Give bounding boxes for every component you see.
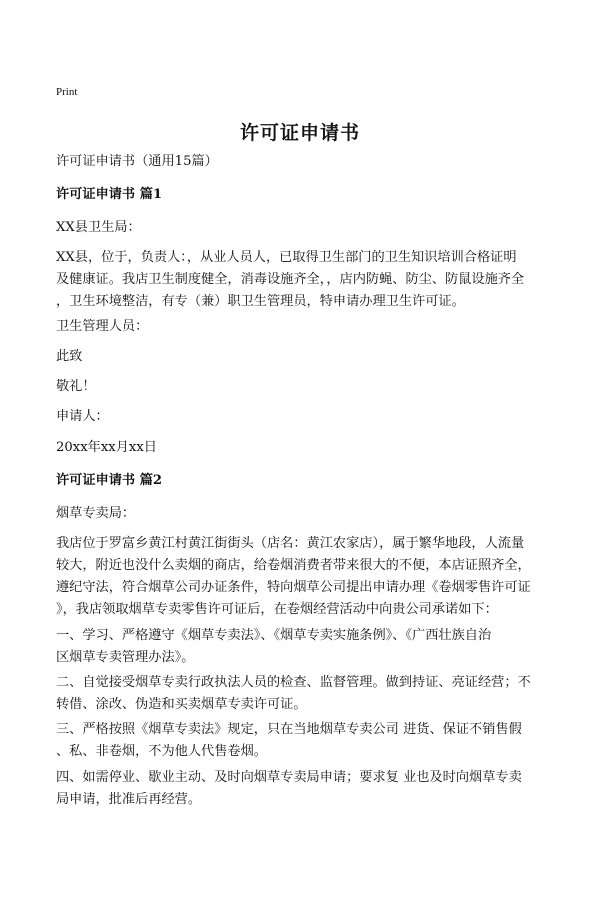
section1-closing1: 此致	[56, 349, 83, 364]
section2-item2	[56, 672, 548, 716]
section2-intro-line: 较大，附近也没什么卖烟的商店，给卷烟消费者带来很大的不便，本店证照齐全，	[56, 558, 531, 573]
section2-item2-line: 二、自觉接受烟草专卖行政执法人员的检查、监督管理。做到持证、亮证经营；不	[56, 675, 531, 690]
section2-item4-line: 局申请，批准后再经营。	[56, 792, 202, 807]
section2-item1-line: 一、学习、严格遵守《烟草专卖法》、《烟草专卖实施条例》、《广西壮族自治	[56, 628, 492, 643]
section2-intro-line: 我店位于罗富乡黄江村黄江街街头（店名：黄江农家店），属于繁华地段，人流量	[56, 536, 525, 551]
section2-item3	[56, 719, 548, 763]
section2-item4-line: 四、如需停业、歇业主动、及时向烟草专卖局申请；要求复 业也及时向烟草专卖	[56, 770, 522, 785]
document-title: 许可证申请书	[239, 122, 360, 144]
print-label: Print	[56, 86, 78, 98]
section1-date: 20xx年xx月xx日	[56, 440, 157, 455]
section1-body-line: XX县，位于，负责人：，从业人员人，已取得卫生部门的卫生知识培训合格证明	[56, 250, 517, 265]
section2-intro-line: 遵纪守法，符合烟草公司办证条件，特向烟草公司提出申请办理《卷烟零售许可证	[56, 580, 531, 595]
section2-heading: 许可证申请书 篇2	[56, 473, 163, 488]
section2-item3-line: 三、严格按照《烟草专卖法》规定，只在当地烟草专卖公司 进货、保证不销售假	[56, 722, 522, 737]
section2-addressee: 烟草专卖局：	[56, 506, 136, 521]
section2-item1	[56, 625, 548, 669]
document-subtitle: 许可证申请书（通用15篇）	[56, 154, 218, 169]
section1-applicant: 申请人：	[56, 409, 109, 424]
section1-manager: 卫生管理人员：	[56, 319, 149, 334]
section1-heading: 许可证申请书 篇1	[56, 187, 163, 202]
section2-intro-line: 》，我店领取烟草专卖零售许可证后，在卷烟经营活动中向贵公司承诺如下：	[56, 602, 498, 617]
section1-closing2: 敬礼！	[56, 379, 96, 394]
section1-body-line: ，卫生环境整洁，有专（兼）职卫生管理员，特申请办理卫生许可证。	[56, 294, 465, 309]
section2-item4	[56, 767, 548, 811]
section2-item1-line: 区烟草专卖管理办法》。	[56, 650, 195, 665]
section1-body-line: 及健康证。我店卫生制度健全，消毒设施齐全，，店内防蝇、防尘、防鼠设施齐全	[56, 272, 525, 287]
section1-addressee: XX县卫生局：	[56, 220, 141, 235]
section2-intro	[56, 533, 548, 621]
section2-item2-line: 转借、涂改、伪造和买卖烟草专卖许可证。	[56, 697, 307, 712]
section1-body	[56, 247, 548, 313]
section2-item3-line: 、私、非卷烟，不为他人代售卷烟。	[56, 744, 267, 759]
